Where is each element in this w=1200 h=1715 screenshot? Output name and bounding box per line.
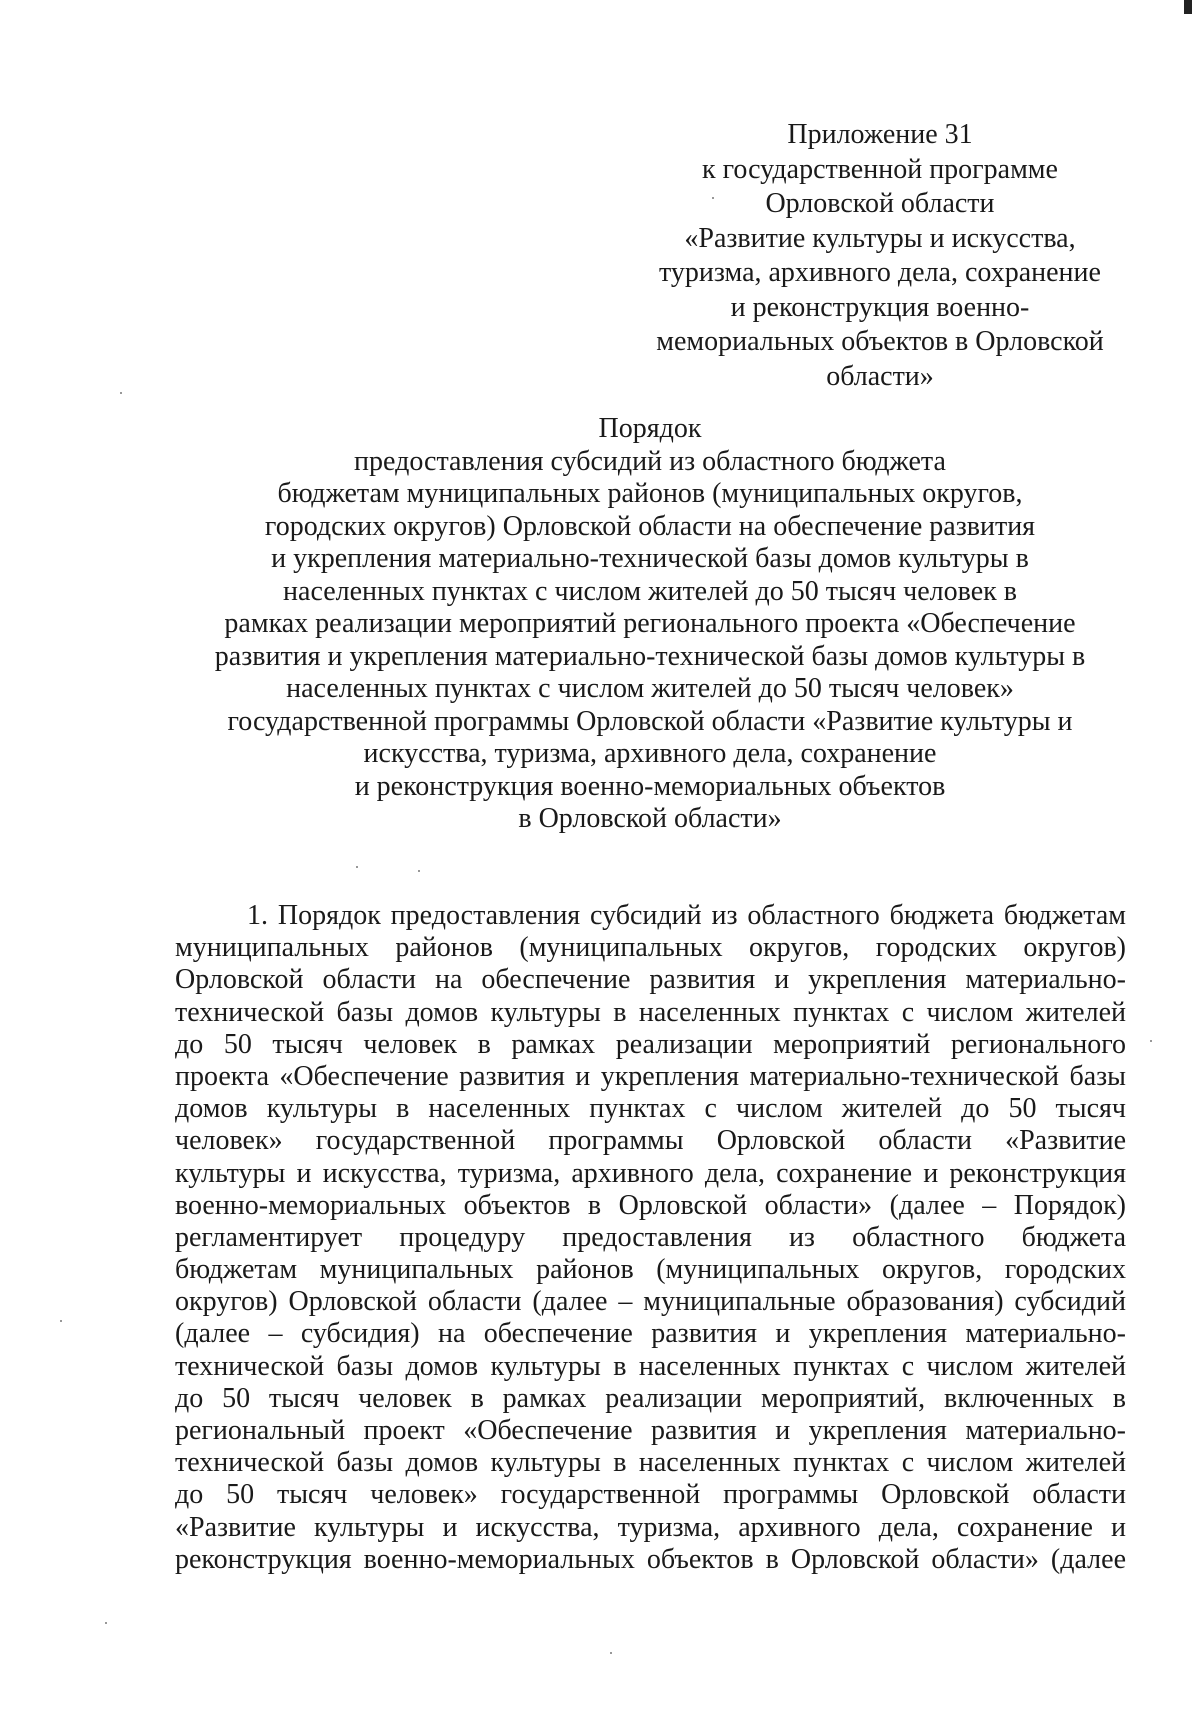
scan-corner-mark <box>1184 0 1192 14</box>
body-line: военно-мемориальных объектов в Орловской области» (далее – Порядок) <box>175 1189 1126 1221</box>
appendix-line: Орловской области <box>765 188 995 219</box>
body-line: «Развитие культуры и искусства, туризма, архивного дела, сохранение и <box>175 1511 1126 1543</box>
appendix-line: туризма, архивного дела, сохранение <box>659 257 1101 288</box>
scan-speck <box>60 1320 62 1322</box>
appendix-header <box>640 118 1120 394</box>
title-line: развития и укрепления материально-технической базы домов культуры в <box>214 640 1086 672</box>
title-line: и укрепления материально-технической базы домов культуры в <box>271 543 1029 574</box>
title-line: населенных пунктах с числом жителей до 50 тысяч человек» <box>286 673 1014 704</box>
scan-speck <box>610 1652 612 1654</box>
title-line: рамках реализации мероприятий регионального проекта «Обеспечение <box>224 608 1076 639</box>
appendix-line: мемориальных объектов в Орловской <box>656 326 1104 357</box>
body-line: регламентирует процедуру предоставления из областного бюджета <box>175 1221 1126 1253</box>
body-line: проекта «Обеспечение развития и укрепления материально-технической базы <box>175 1060 1126 1092</box>
body-line: Орловской области на обеспечение развития и укрепления материально- <box>175 964 1126 996</box>
body-line: культуры и искусства, туризма, архивного дела, сохранение и реконструкция <box>175 1157 1126 1189</box>
title-line: искусства, туризма, архивного дела, сохранение <box>363 738 937 769</box>
title-line: населенных пунктах с числом жителей до 50 тысяч человек в <box>283 575 1017 607</box>
scan-speck <box>120 392 122 394</box>
body-line: технической базы домов культуры в населенных пунктах с числом жителей <box>175 996 1126 1028</box>
body-line: муниципальных районов (муниципальных округов, городских округов) <box>175 932 1126 964</box>
body-line: до 50 тысяч человек» государственной программы Орловской области <box>175 1479 1126 1511</box>
document-title <box>130 413 1170 836</box>
appendix-line: и реконструкция военно- <box>730 291 1030 323</box>
title-line: предоставления субсидий из областного бюджета <box>354 445 946 477</box>
title-line: и реконструкция военно-мемориальных объектов <box>354 770 946 802</box>
appendix-line: «Развитие культуры и искусства, <box>684 222 1076 254</box>
scan-speck <box>356 866 358 868</box>
title-line: государственной программы Орловской области «Развитие культуры и <box>227 705 1073 737</box>
body-line: бюджетам муниципальных районов (муниципальных округов, городских <box>175 1254 1126 1286</box>
title-line: в Орловской области» <box>518 803 782 834</box>
body-line: (далее – субсидия) на обеспечение развития и укрепления материально- <box>175 1318 1126 1350</box>
appendix-line: к государственной программе <box>702 153 1058 185</box>
appendix-line: Приложение 31 <box>787 119 973 150</box>
title-line: городских округов) Орловской области на обеспечение развития <box>264 510 1036 542</box>
body-line: технической базы домов культуры в населенных пунктах с числом жителей <box>175 1447 1126 1479</box>
body-line: технической базы домов культуры в населенных пунктах с числом жителей <box>175 1350 1126 1382</box>
appendix-line: области» <box>826 360 934 392</box>
body-line: домов культуры в населенных пунктах с числом жителей до 50 тысяч <box>175 1093 1126 1125</box>
scan-speck <box>105 1622 107 1624</box>
body-line: региональный проект «Обеспечение развития и укрепления материально- <box>175 1415 1126 1446</box>
scan-speck <box>418 870 420 872</box>
body-line: округов) Орловской области (далее – муниципальные образования) субсидий <box>175 1286 1126 1318</box>
body-line: до 50 тысяч человек в рамках реализации мероприятий, включенных в <box>175 1382 1126 1414</box>
body-line: до 50 тысяч человек в рамках реализации мероприятий регионального <box>175 1028 1126 1060</box>
scan-speck <box>1150 1040 1152 1042</box>
body-line: 1. Порядок предоставления субсидий из областного бюджета бюджетам <box>247 900 1126 931</box>
title-line: бюджетам муниципальных районов (муниципальных округов, <box>277 478 1023 509</box>
title-line: Порядок <box>598 413 702 444</box>
body-line: реконструкция военно-мемориальных объектов в Орловской области» (далее <box>175 1543 1126 1575</box>
body-line: человек» государственной программы Орловской области «Развитие <box>175 1125 1126 1157</box>
body-paragraph <box>175 900 1126 1576</box>
